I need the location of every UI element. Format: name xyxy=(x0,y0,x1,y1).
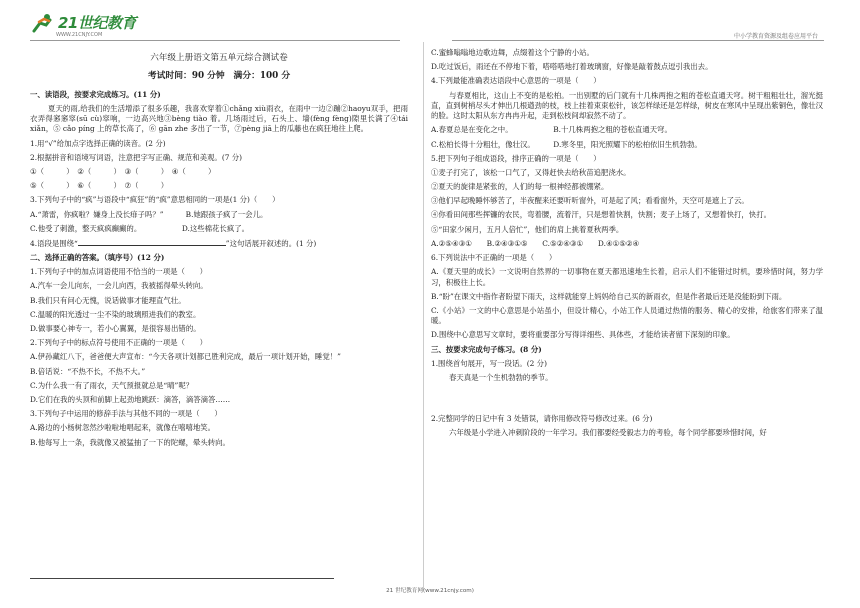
exam-info: 考试时间：90 分钟 满分：100 分 xyxy=(147,71,291,82)
prompt-sentence: 春天真是一个生机勃勃的季节。 xyxy=(449,372,553,382)
footer-rule xyxy=(30,578,334,579)
header-rule-left xyxy=(30,40,400,41)
column-divider xyxy=(423,42,424,590)
question: 2.根据拼音和语境写词语，注意把字写正确、规范和美观。(7 分) xyxy=(30,152,243,162)
option: B.我们只有问心无愧，说话做事才能理直气壮。 xyxy=(30,295,186,305)
logo-subtext: WWW.21CNJY.COM xyxy=(56,32,103,38)
site-logo xyxy=(30,12,136,38)
option: A.伊孙藏红八下，爸爸便大声宣布：“今天各项计划都已胜利完成，最后一项计划开始，睡觉！” xyxy=(30,352,341,362)
question: 4.下列最能准确表达语段中心意思的一项是（ ） xyxy=(431,76,601,86)
header-rule-right xyxy=(452,40,824,41)
exam-title: 六年级上册语文第五单元综合测试卷 xyxy=(150,53,288,63)
passage: 与春夏相比，这山上不变的是松柏。一出别墅的后门就有十几株两抱之粗的苍松直通天穹。树干粗粗壮壮，溜光挺直，直到树梢尽头才伸出几根遒劲的枝，枝上挂着束束松针，该怎样绿还是怎样绿，树皮在寒风中呈现出紫铜色，像壮汉的脸。这时太阳从东方冉冉升起，走到松枝间却寂然不动了。 xyxy=(431,90,823,121)
passage: 夏天的雨,给我们的生活增添了很多乐趣，我喜欢穿着①chǎng xiù雨衣，在雨中一边②蹦②haoyu双手，把雨衣弄得窸窸窣(sū cù)窣响，一边高兴地③bèng tiào 着。几场雨过后，石头上、墙(fèng fèng)隙里长满了④tái xiǎn，⑤ cǎo píng 上的草长高了，⑥ gān zhe 多出了一节，⑦pèng jiā上的瓜藤也在疯狂地往上爬。 xyxy=(30,103,408,134)
question: 3.下列句子中运用的修辞手法与其他不同的一项是（ ） xyxy=(30,409,222,419)
question-text: 4.语段是围绕“ xyxy=(30,238,78,248)
option: D.它们在我的头顶和前脚上起劲地跳跃：滴答，滴答滴答…… xyxy=(30,394,231,404)
sentence: ①麦子打完了，该松一口气了，又得赶快去给秋苗追肥浇水。 xyxy=(431,167,631,177)
option-row: A.“萧雷，你疯啦？嫌身上没长痱子吗？” B.她跟孩子疯了一会儿。 xyxy=(30,209,268,219)
option: C.温暖的阳光透过一尘不染的玻璃照进我们的教室。 xyxy=(30,309,201,319)
runner-logo-icon xyxy=(30,13,56,33)
right-column xyxy=(431,48,823,443)
option: C.蜜蜂嗡嗡地边歌边舞，点缀着这个宁静的小站。 xyxy=(431,48,594,57)
platform-label: 中小学教育资源及组卷应用平台 xyxy=(733,33,818,40)
question xyxy=(30,238,408,249)
option-row: A.②⑤④③① B.②④③①⑤ C.⑤②④③① D.④①⑤②④ xyxy=(431,238,640,248)
fill-blank-line[interactable] xyxy=(78,238,226,246)
question-text: ”这句话展开叙述的。(1 分) xyxy=(225,238,317,248)
question: 1.下列句子中的加点词语使用不恰当的一项是（ ） xyxy=(30,267,208,277)
answer-blanks: ①（ ） ②（ ） ③（ ） ④（ ） xyxy=(30,166,216,176)
section-heading: 三、按要求完成句子练习。(8 分) xyxy=(431,344,542,354)
question: 3.下列句子中的“疯”与语段中“疯狂”的“疯”意思相同的一项是(1 分)（ ） xyxy=(30,195,280,205)
question: 1.用“√”给加点字选择正确的读音。(2 分) xyxy=(30,138,166,148)
section-heading: 一、读语段，按要求完成练习。(11 分) xyxy=(30,89,161,99)
option-row: C.松柏长得十分粗壮，像壮汉。 D.寒冬里，阳光照耀下的松柏依旧生机勃勃。 xyxy=(431,139,702,149)
question: 5.把下列句子组成语段，排序正确的一项是（ ） xyxy=(431,153,601,163)
diary-text: 六年级是小学进入冲刺阶段的一年学习。我们都要经受毅志力的考验，每个同学都要珍惜时间，好 xyxy=(449,428,767,438)
answer-blanks: ⑤（ ） ⑥（ ） ⑦（ ） xyxy=(30,181,169,191)
left-column xyxy=(30,48,408,452)
sentence: ③他们早起晚睡怀够苦了，半夜醒来还要听听窗外，可是起了风；看看窗外，天空可是遮上了云。 xyxy=(431,196,749,206)
sentence: ②夏天的旋律是紧张的，人们的每一根神经都被绷紧。 xyxy=(431,182,609,192)
option-row: A.春夏总是在变化之中。 B.十几株两抱之粗的苍松直通天穹。 xyxy=(431,125,672,135)
option: C.《小站》一文的中心意思是小站虽小，但设计精心，小站工作人员通过热情的服务、精心的安排，给旅客们带来了温暖。 xyxy=(431,305,823,326)
question: 2.下列句子中的标点符号使用不正确的一项是（ ） xyxy=(30,338,208,348)
sentence: ④你看田间那些挥镰的农民，弯着腰，流着汗，只是想着快割，快割；麦子上场了，又想着快打，快打。 xyxy=(431,210,771,220)
option: B.“盼”在课文中指作者盼望下雨天，这样就能穿上妈妈给自己买的新雨衣，但是作者最后还是没能盼到下雨。 xyxy=(431,291,787,301)
option: A.《夏天里的成长》一文说明自然界的一切事物在夏天都迅速地生长着，启示人们不能错过时机，要珍惜时间，努力学习，积极往上长。 xyxy=(431,267,823,287)
question: 6.下列说法中不正确的一项是（ ） xyxy=(431,253,557,263)
option: D.吃过饭后，雨还在不停地下着，嗒嗒嗒地打着玻璃窗，好像是敲着鼓点逗引我出去。 xyxy=(431,62,713,72)
option: D.围绕中心意思写文章时，要将重要部分写得详细些、具体些，才能给读者留下深刻的印象。 xyxy=(431,330,735,340)
option: C.为什么我一有了雨衣，天气预报就总是“晴”呢？ xyxy=(30,380,194,390)
option: B.倍话说：“不热不长，不热不大。” xyxy=(30,366,146,376)
sentence: ⑤“田家少闲月，五月人倍忙”，他们的肩上挑着夏秋两季。 xyxy=(431,224,624,234)
question: 2.完整同学的日记中有 3 处错误，请你用修改符号修改过来。(6 分) xyxy=(431,414,653,424)
option: A.汽车一会儿向东，一会儿向西，我被摇得晕头转向。 xyxy=(30,281,208,291)
option-row: C.他受了刺激，整天疯疯癫癫的。 D.这些棉花长疯了。 xyxy=(30,223,249,233)
option: B.他每写上一条，我就像又被猛抽了一下的陀螺，晕头转向。 xyxy=(30,437,230,447)
footer-text: 21 世纪教育网(www.21cnjy.com) xyxy=(386,588,474,594)
logo-text: 21世纪教育 xyxy=(58,14,136,32)
option: D.做事要心神专一，若小心翼翼，是很容易出错的。 xyxy=(30,324,201,333)
answer-space[interactable] xyxy=(431,387,823,414)
option: A.路边的小杨树忽然沙啦啦地唱起来，就像在嘻嘻地笑。 xyxy=(30,423,216,433)
question: 1.围绕首句展开，写一段话。(2 分) xyxy=(431,358,547,368)
section-heading: 二、选择正确的答案。（填序号）(12 分) xyxy=(30,253,165,263)
